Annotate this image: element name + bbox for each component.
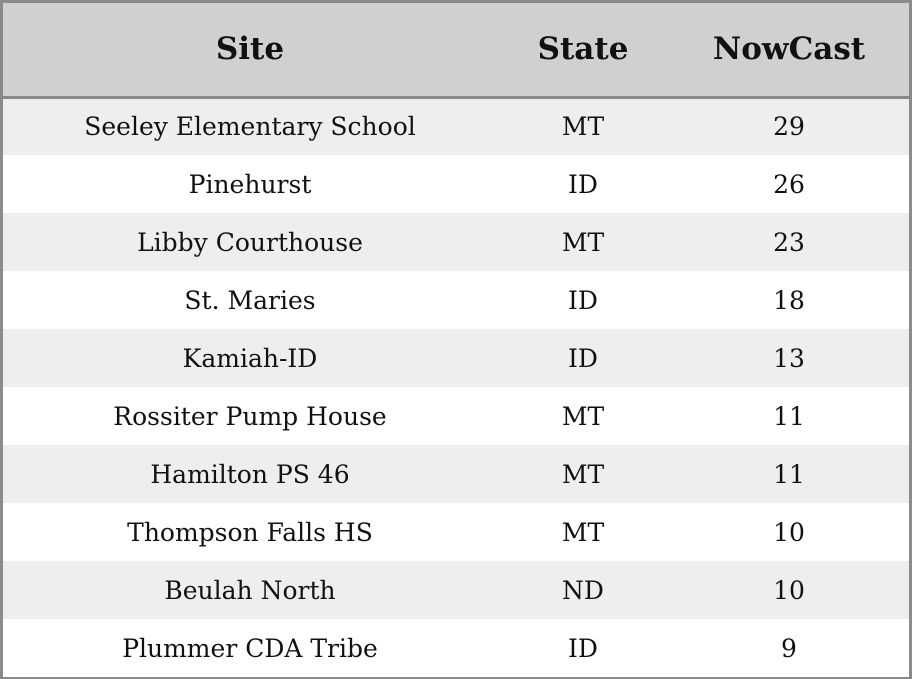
cell-site: St. Maries — [184, 285, 316, 315]
cell-nowcast: 23 — [773, 227, 805, 257]
column-header-nowcast: NowCast — [669, 3, 909, 97]
table-header — [3, 3, 909, 97]
cell-nowcast: 10 — [773, 517, 805, 547]
cell-state: MT — [561, 517, 605, 547]
table-row — [3, 619, 909, 677]
table-row — [3, 445, 909, 503]
cell-nowcast: 9 — [781, 633, 797, 663]
table-body — [3, 97, 909, 677]
column-header-site: Site — [3, 3, 497, 97]
cell-site: Seeley Elementary School — [84, 112, 416, 142]
cell-state: ID — [568, 343, 598, 373]
cell-nowcast: 18 — [773, 285, 805, 315]
cell-site: Plummer CDA Tribe — [122, 633, 378, 663]
cell-nowcast: 26 — [773, 169, 805, 199]
cell-nowcast: 29 — [773, 112, 805, 142]
cell-state: MT — [561, 401, 605, 431]
cell-nowcast: 13 — [773, 343, 805, 373]
cell-state: MT — [561, 227, 605, 257]
cell-state: MT — [561, 112, 605, 142]
cell-state: ID — [568, 169, 598, 199]
table-row — [3, 271, 909, 329]
cell-site: Kamiah-ID — [182, 343, 318, 373]
cell-state: ID — [568, 633, 598, 663]
table-row — [3, 503, 909, 561]
table-row — [3, 561, 909, 619]
cell-site: Beulah North — [164, 575, 336, 605]
cell-nowcast: 11 — [773, 459, 805, 489]
table-row — [3, 329, 909, 387]
cell-site: Thompson Falls HS — [127, 517, 373, 547]
cell-nowcast: 11 — [773, 401, 805, 431]
table-row — [3, 387, 909, 445]
cell-site: Hamilton PS 46 — [150, 459, 350, 489]
cell-state: MT — [561, 459, 605, 489]
cell-site: Pinehurst — [188, 169, 312, 199]
cell-nowcast: 10 — [773, 575, 805, 605]
table-row — [3, 155, 909, 213]
header-row — [3, 3, 909, 97]
cell-state: ID — [568, 285, 598, 315]
table-row — [3, 97, 909, 155]
cell-site: Libby Courthouse — [137, 227, 363, 257]
cell-state: ND — [562, 575, 604, 605]
cell-site: Rossiter Pump House — [113, 401, 387, 431]
nowcast-table — [3, 3, 909, 677]
table-row — [3, 213, 909, 271]
column-header-state: State — [497, 3, 669, 97]
